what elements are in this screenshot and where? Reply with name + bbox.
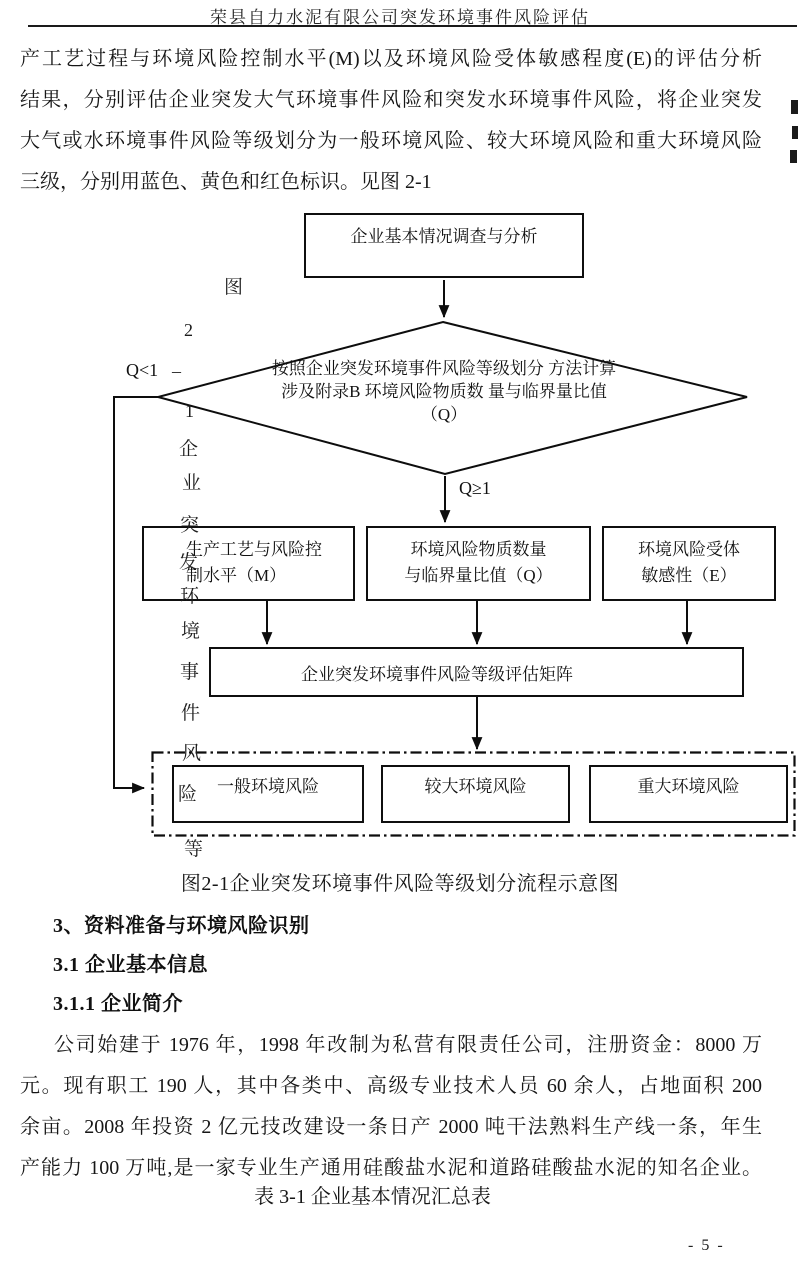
flow-box-label: 环境风险物质数量 [410,540,547,559]
diamond-line: 方法计算涉及附录B 环境风险物质数 [281,359,617,401]
flow-box-label: 与临界量比值（Q） [404,566,553,585]
vertical-caption-char: 等 [184,839,204,860]
vertical-caption-char: 险 [178,784,198,805]
flow-box-basic-survey [304,213,584,278]
flow-box-result-larger-risk [381,765,570,823]
vertical-caption-char: 图 [224,277,244,298]
vertical-caption-char: 境 [181,621,201,642]
vertical-caption-char: 风 [182,743,202,764]
page-number: - 5 - [688,1237,725,1254]
paragraph-line: 元。现有职工 190 人，其中各类中、高级专业技术人员 60 余人，占地面积 200 [20,1075,762,1097]
flow-box-label: 环境风险受体 [638,540,740,559]
flow-box-result-general-risk [172,765,364,823]
flow-box-substance-ratio-q [366,526,591,601]
flow-box-label: 敏感性（E） [641,566,737,585]
header-title: 荣县自力水泥有限公司突发环境事件风险评估 [210,8,590,27]
paragraph-line: 结果，分别评估企业突发大气环境事件风险和突发水环境事件风险，将企业突发 [20,89,762,111]
flow-box-control-level-m [142,526,355,601]
decision-diamond-text [268,357,620,426]
flow-box-label: 较大环境风险 [424,777,527,796]
flow-box-label: 重大环境风险 [637,777,740,796]
flow-box-assessment-matrix [209,647,744,697]
scan-artifact [791,100,798,114]
flow-box-label: 生产工艺与风险控 [186,540,322,559]
vertical-caption-char: 事 [180,662,200,683]
vertical-caption-char: 环 [180,586,200,607]
paragraph-line: 三级，分别用蓝色、黄色和红色标识。见图 2-1 [20,171,432,193]
paragraph-line: 大气或水环境事件风险等级划分为一般环境风险、较大环境风险和重大环境风险 [20,130,762,152]
scan-artifact [792,126,798,139]
diamond-line: 按照企业突发环境事件风险等级划分 [271,359,544,378]
diamond-line: 量与临界量比值（Q） [420,382,607,424]
section-heading-3-1-1: 3.1.1 企业简介 [53,993,183,1015]
figure-caption: 图2-1企业突发环境事件风险等级划分流程示意图 [180,873,620,895]
flow-box-receptor-sensitivity-e [602,526,776,601]
section-heading-3: 3、资料准备与环境风险识别 [53,915,310,937]
flow-box-label: 企业基本情况调查与分析 [350,227,538,246]
vertical-caption-char: 发 [179,552,199,573]
branch-label-q-lt-1: Q<1 [126,360,159,380]
flow-box-result-major-risk [589,765,788,823]
vertical-caption-char: 2 [184,320,193,340]
paragraph-line: 产工艺过程与环境风险控制水平(M)以及环境风险受体敏感程度(E)的评估分析 [20,48,762,70]
branch-label-q-ge-1: Q≥1 [459,478,491,498]
vertical-caption-char: 件 [181,703,201,724]
flow-box-label: 企业突发环境事件风险等级评估矩阵 [301,665,573,684]
paragraph-line: 公司始建于 1976 年，1998 年改制为私营有限责任公司，注册资金：8000 万 [54,1034,762,1056]
vertical-caption-char: 企 [179,439,199,460]
company-paragraph [20,1025,762,1189]
vertical-caption-char: 1 [185,401,194,421]
vertical-caption-char: 业 [182,473,202,494]
table-caption: 表 3-1 企业基本情况汇总表 [254,1186,491,1208]
flow-box-label: 一般环境风险 [217,777,319,796]
vertical-caption-char: 突 [180,515,200,536]
flow-box-label: 制水平（M） [186,566,287,585]
vertical-caption-char: – [172,361,181,381]
section-heading-3-1: 3.1 企业基本信息 [53,954,208,976]
scan-artifact [790,150,797,163]
paragraph-line: 余亩。2008 年投资 2 亿元技改建设一条日产 2000 吨干法熟料生产线一条，年生 [20,1116,762,1138]
intro-paragraph [20,39,762,203]
paragraph-line: 产能力 100 万吨,是一家专业生产通用硅酸盐水泥和道路硅酸盐水泥的知名企业。 [20,1157,762,1179]
header-rule [28,25,797,27]
